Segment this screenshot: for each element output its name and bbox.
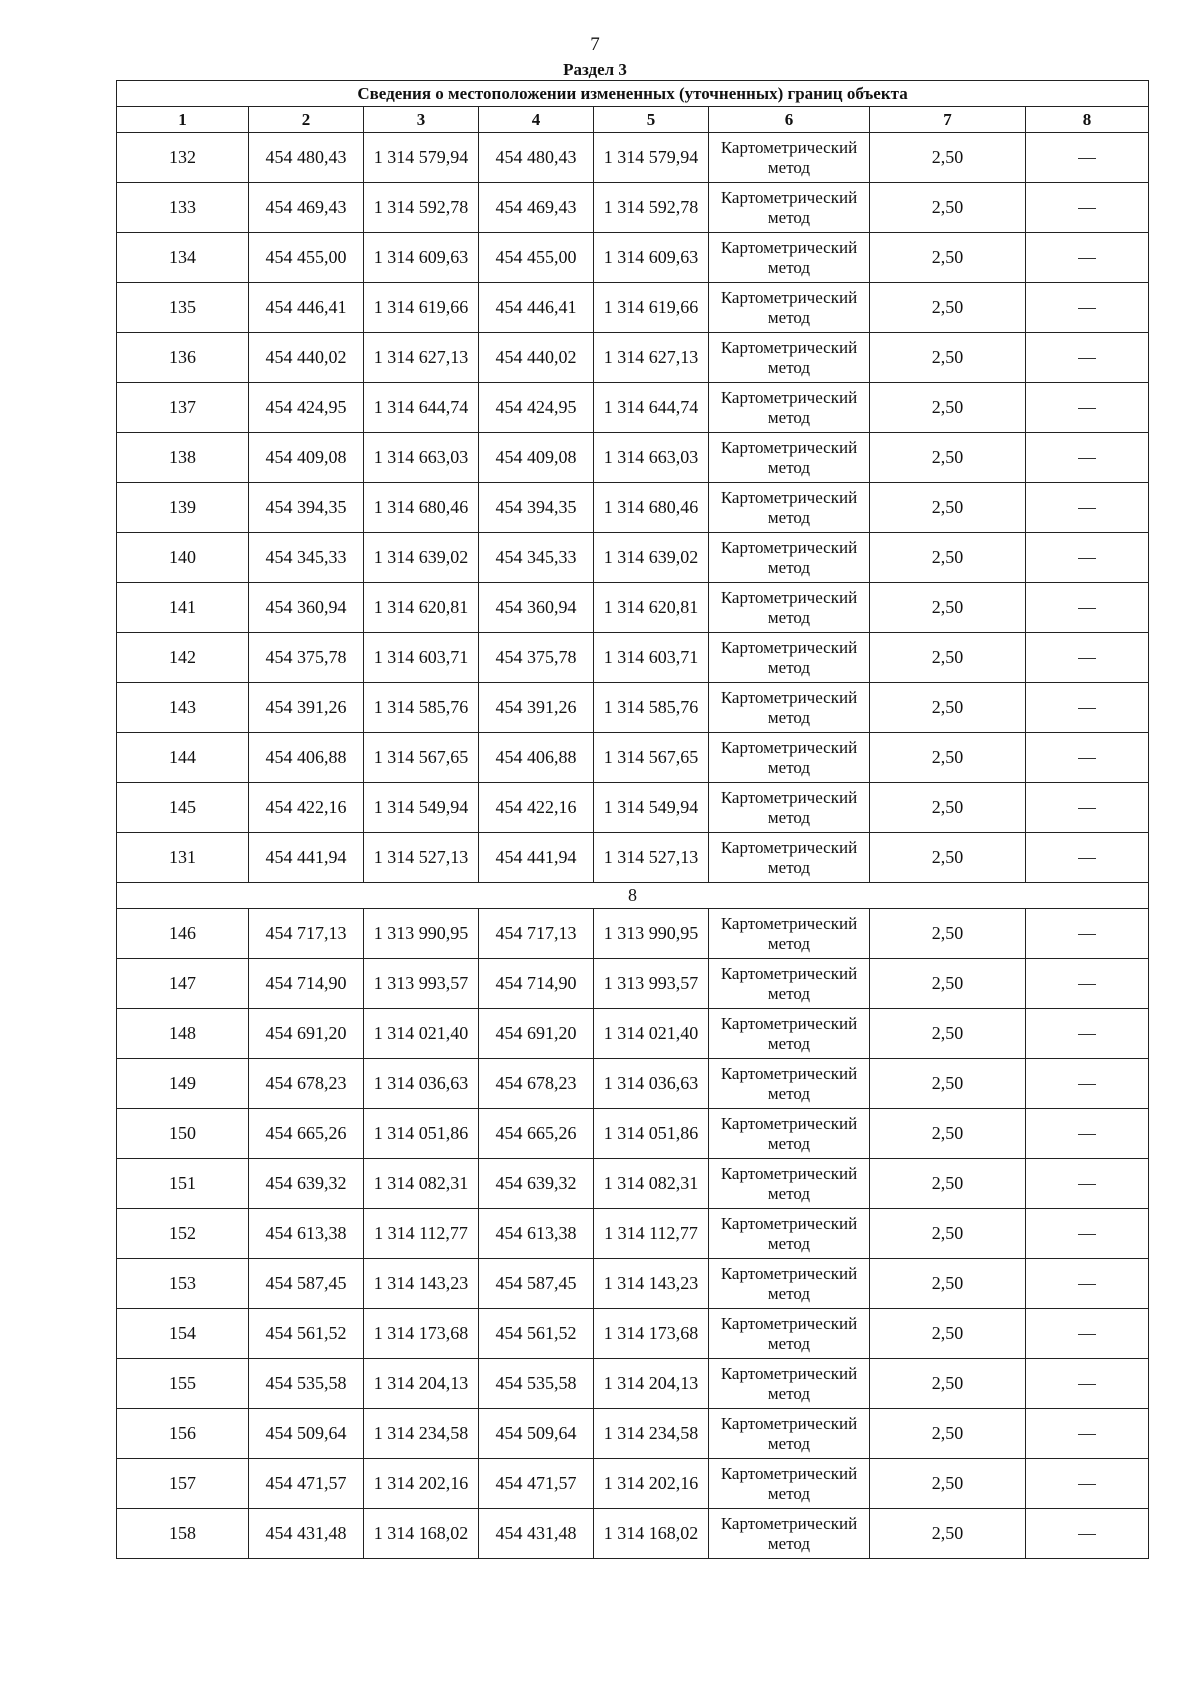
method-cell: Картометрический метод xyxy=(709,1259,870,1309)
new-y-cell: 1 314 639,02 xyxy=(594,533,709,583)
existing-y-cell: 1 314 549,94 xyxy=(364,783,479,833)
method-cell: Картометрический метод xyxy=(709,1009,870,1059)
table-row xyxy=(117,1409,1149,1459)
existing-y-cell: 1 314 619,66 xyxy=(364,283,479,333)
table-row xyxy=(117,1309,1149,1359)
accuracy-cell: 2,50 xyxy=(870,733,1026,783)
existing-x-cell: 454 422,16 xyxy=(249,783,364,833)
dash-mark xyxy=(1078,758,1096,759)
new-y-cell: 1 314 202,16 xyxy=(594,1459,709,1509)
description-cell xyxy=(1026,533,1149,583)
accuracy-cell: 2,50 xyxy=(870,683,1026,733)
new-y-cell: 1 314 644,74 xyxy=(594,383,709,433)
group-label-row xyxy=(117,883,1149,909)
point-number-cell: 146 xyxy=(117,909,249,959)
table-row xyxy=(117,833,1149,883)
accuracy-cell: 2,50 xyxy=(870,1459,1026,1509)
new-x-cell: 454 535,58 xyxy=(479,1359,594,1409)
dash-mark xyxy=(1078,1084,1096,1085)
existing-x-cell: 454 509,64 xyxy=(249,1409,364,1459)
method-cell: Картометрический метод xyxy=(709,733,870,783)
new-x-cell: 454 469,43 xyxy=(479,183,594,233)
existing-x-cell: 454 665,26 xyxy=(249,1109,364,1159)
dash-mark xyxy=(1078,1034,1096,1035)
new-x-cell: 454 639,32 xyxy=(479,1159,594,1209)
existing-x-cell: 454 639,32 xyxy=(249,1159,364,1209)
accuracy-cell: 2,50 xyxy=(870,233,1026,283)
existing-x-cell: 454 561,52 xyxy=(249,1309,364,1359)
new-y-cell: 1 314 663,03 xyxy=(594,433,709,483)
accuracy-cell: 2,50 xyxy=(870,383,1026,433)
method-cell: Картометрический метод xyxy=(709,1209,870,1259)
table-row xyxy=(117,633,1149,683)
new-y-cell: 1 314 620,81 xyxy=(594,583,709,633)
dash-mark xyxy=(1078,1234,1096,1235)
existing-x-cell: 454 440,02 xyxy=(249,333,364,383)
new-y-cell: 1 314 619,66 xyxy=(594,283,709,333)
table-row xyxy=(117,1509,1149,1559)
new-x-cell: 454 714,90 xyxy=(479,959,594,1009)
accuracy-cell: 2,50 xyxy=(870,1509,1026,1559)
point-number-cell: 136 xyxy=(117,333,249,383)
method-cell: Картометрический метод xyxy=(709,333,870,383)
table-row xyxy=(117,133,1149,183)
accuracy-cell: 2,50 xyxy=(870,183,1026,233)
description-cell xyxy=(1026,383,1149,433)
dash-mark xyxy=(1078,658,1096,659)
method-cell: Картометрический метод xyxy=(709,183,870,233)
description-cell xyxy=(1026,1259,1149,1309)
dash-mark xyxy=(1078,208,1096,209)
table-row xyxy=(117,1109,1149,1159)
existing-y-cell: 1 314 168,02 xyxy=(364,1509,479,1559)
accuracy-cell: 2,50 xyxy=(870,633,1026,683)
new-x-cell: 454 471,57 xyxy=(479,1459,594,1509)
new-x-cell: 454 360,94 xyxy=(479,583,594,633)
new-y-cell: 1 314 204,13 xyxy=(594,1359,709,1409)
existing-x-cell: 454 480,43 xyxy=(249,133,364,183)
description-cell xyxy=(1026,1359,1149,1409)
method-cell: Картометрический метод xyxy=(709,959,870,1009)
existing-x-cell: 454 587,45 xyxy=(249,1259,364,1309)
existing-y-cell: 1 314 021,40 xyxy=(364,1009,479,1059)
new-y-cell: 1 314 603,71 xyxy=(594,633,709,683)
method-cell: Картометрический метод xyxy=(709,633,870,683)
description-cell xyxy=(1026,1109,1149,1159)
existing-y-cell: 1 314 627,13 xyxy=(364,333,479,383)
method-cell: Картометрический метод xyxy=(709,909,870,959)
existing-y-cell: 1 314 680,46 xyxy=(364,483,479,533)
new-x-cell: 454 665,26 xyxy=(479,1109,594,1159)
existing-y-cell: 1 314 082,31 xyxy=(364,1159,479,1209)
point-number-cell: 153 xyxy=(117,1259,249,1309)
description-cell xyxy=(1026,1509,1149,1559)
new-y-cell: 1 314 051,86 xyxy=(594,1109,709,1159)
existing-y-cell: 1 314 603,71 xyxy=(364,633,479,683)
method-cell: Картометрический метод xyxy=(709,433,870,483)
description-cell xyxy=(1026,1059,1149,1109)
dash-mark xyxy=(1078,408,1096,409)
table-row xyxy=(117,1159,1149,1209)
dash-mark xyxy=(1078,1334,1096,1335)
new-y-cell: 1 314 627,13 xyxy=(594,333,709,383)
table-row xyxy=(117,733,1149,783)
description-cell xyxy=(1026,333,1149,383)
method-cell: Картометрический метод xyxy=(709,1159,870,1209)
accuracy-cell: 2,50 xyxy=(870,483,1026,533)
accuracy-cell: 2,50 xyxy=(870,1009,1026,1059)
point-number-cell: 138 xyxy=(117,433,249,483)
accuracy-cell: 2,50 xyxy=(870,1259,1026,1309)
point-number-cell: 133 xyxy=(117,183,249,233)
description-cell xyxy=(1026,733,1149,783)
existing-y-cell: 1 314 527,13 xyxy=(364,833,479,883)
description-cell xyxy=(1026,1309,1149,1359)
point-number-cell: 134 xyxy=(117,233,249,283)
new-y-cell: 1 314 036,63 xyxy=(594,1059,709,1109)
existing-x-cell: 454 613,38 xyxy=(249,1209,364,1259)
method-cell: Картометрический метод xyxy=(709,1509,870,1559)
dash-mark xyxy=(1078,1434,1096,1435)
dash-mark xyxy=(1078,508,1096,509)
table-row xyxy=(117,533,1149,583)
point-number-cell: 132 xyxy=(117,133,249,183)
dash-mark xyxy=(1078,984,1096,985)
column-number-3: 3 xyxy=(364,107,479,133)
existing-x-cell: 454 360,94 xyxy=(249,583,364,633)
point-number-cell: 144 xyxy=(117,733,249,783)
new-x-cell: 454 424,95 xyxy=(479,383,594,433)
new-x-cell: 454 375,78 xyxy=(479,633,594,683)
new-x-cell: 454 391,26 xyxy=(479,683,594,733)
existing-y-cell: 1 314 663,03 xyxy=(364,433,479,483)
new-x-cell: 454 717,13 xyxy=(479,909,594,959)
existing-x-cell: 454 717,13 xyxy=(249,909,364,959)
existing-y-cell: 1 314 036,63 xyxy=(364,1059,479,1109)
method-cell: Картометрический метод xyxy=(709,683,870,733)
table-row xyxy=(117,683,1149,733)
table-row xyxy=(117,1209,1149,1259)
accuracy-cell: 2,50 xyxy=(870,909,1026,959)
dash-mark xyxy=(1078,458,1096,459)
column-number-1: 1 xyxy=(117,107,249,133)
new-y-cell: 1 314 549,94 xyxy=(594,783,709,833)
point-number-cell: 154 xyxy=(117,1309,249,1359)
method-cell: Картометрический метод xyxy=(709,1359,870,1409)
point-number-cell: 145 xyxy=(117,783,249,833)
method-cell: Картометрический метод xyxy=(709,783,870,833)
dash-mark xyxy=(1078,1284,1096,1285)
dash-mark xyxy=(1078,934,1096,935)
new-y-cell: 1 314 143,23 xyxy=(594,1259,709,1309)
accuracy-cell: 2,50 xyxy=(870,1409,1026,1459)
point-number-cell: 147 xyxy=(117,959,249,1009)
new-x-cell: 454 422,16 xyxy=(479,783,594,833)
point-number-cell: 158 xyxy=(117,1509,249,1559)
new-y-cell: 1 314 592,78 xyxy=(594,183,709,233)
description-cell xyxy=(1026,583,1149,633)
dash-mark xyxy=(1078,158,1096,159)
dash-mark xyxy=(1078,1534,1096,1535)
new-y-cell: 1 314 567,65 xyxy=(594,733,709,783)
new-x-cell: 454 509,64 xyxy=(479,1409,594,1459)
new-x-cell: 454 480,43 xyxy=(479,133,594,183)
description-cell xyxy=(1026,233,1149,283)
table-row xyxy=(117,433,1149,483)
point-number-cell: 135 xyxy=(117,283,249,333)
existing-x-cell: 454 431,48 xyxy=(249,1509,364,1559)
accuracy-cell: 2,50 xyxy=(870,959,1026,1009)
method-cell: Картометрический метод xyxy=(709,1459,870,1509)
accuracy-cell: 2,50 xyxy=(870,583,1026,633)
description-cell xyxy=(1026,133,1149,183)
description-cell xyxy=(1026,909,1149,959)
description-cell xyxy=(1026,683,1149,733)
table-caption: Сведения о местоположении измененных (уточненных) границ объекта xyxy=(117,81,1149,107)
dash-mark xyxy=(1078,358,1096,359)
point-number-cell: 143 xyxy=(117,683,249,733)
table-row xyxy=(117,959,1149,1009)
description-cell xyxy=(1026,1459,1149,1509)
table-row xyxy=(117,283,1149,333)
existing-y-cell: 1 314 620,81 xyxy=(364,583,479,633)
existing-x-cell: 454 424,95 xyxy=(249,383,364,433)
point-number-cell: 157 xyxy=(117,1459,249,1509)
dash-mark xyxy=(1078,308,1096,309)
existing-x-cell: 454 455,00 xyxy=(249,233,364,283)
description-cell xyxy=(1026,633,1149,683)
method-cell: Картометрический метод xyxy=(709,1059,870,1109)
new-y-cell: 1 314 082,31 xyxy=(594,1159,709,1209)
description-cell xyxy=(1026,959,1149,1009)
method-cell: Картометрический метод xyxy=(709,133,870,183)
accuracy-cell: 2,50 xyxy=(870,133,1026,183)
new-y-cell: 1 314 173,68 xyxy=(594,1309,709,1359)
existing-y-cell: 1 314 592,78 xyxy=(364,183,479,233)
accuracy-cell: 2,50 xyxy=(870,1059,1026,1109)
method-cell: Картометрический метод xyxy=(709,583,870,633)
existing-x-cell: 454 391,26 xyxy=(249,683,364,733)
existing-x-cell: 454 469,43 xyxy=(249,183,364,233)
existing-x-cell: 454 409,08 xyxy=(249,433,364,483)
method-cell: Картометрический метод xyxy=(709,533,870,583)
group-label: 8 xyxy=(117,883,1149,909)
point-number-cell: 149 xyxy=(117,1059,249,1109)
existing-y-cell: 1 314 234,58 xyxy=(364,1409,479,1459)
dash-mark xyxy=(1078,608,1096,609)
column-number-5: 5 xyxy=(594,107,709,133)
new-x-cell: 454 394,35 xyxy=(479,483,594,533)
existing-x-cell: 454 714,90 xyxy=(249,959,364,1009)
page-number: 7 xyxy=(590,34,600,55)
description-cell xyxy=(1026,1409,1149,1459)
new-y-cell: 1 314 609,63 xyxy=(594,233,709,283)
existing-x-cell: 454 691,20 xyxy=(249,1009,364,1059)
point-number-cell: 155 xyxy=(117,1359,249,1409)
dash-mark xyxy=(1078,558,1096,559)
dash-mark xyxy=(1078,1484,1096,1485)
existing-y-cell: 1 314 112,77 xyxy=(364,1209,479,1259)
new-y-cell: 1 314 680,46 xyxy=(594,483,709,533)
method-cell: Картометрический метод xyxy=(709,1409,870,1459)
description-cell xyxy=(1026,1209,1149,1259)
accuracy-cell: 2,50 xyxy=(870,433,1026,483)
new-y-cell: 1 313 993,57 xyxy=(594,959,709,1009)
new-x-cell: 454 678,23 xyxy=(479,1059,594,1109)
new-y-cell: 1 314 112,77 xyxy=(594,1209,709,1259)
accuracy-cell: 2,50 xyxy=(870,333,1026,383)
existing-x-cell: 454 394,35 xyxy=(249,483,364,533)
description-cell xyxy=(1026,1009,1149,1059)
new-x-cell: 454 406,88 xyxy=(479,733,594,783)
existing-y-cell: 1 314 143,23 xyxy=(364,1259,479,1309)
accuracy-cell: 2,50 xyxy=(870,833,1026,883)
description-cell xyxy=(1026,783,1149,833)
new-x-cell: 454 613,38 xyxy=(479,1209,594,1259)
method-cell: Картометрический метод xyxy=(709,833,870,883)
table-row xyxy=(117,233,1149,283)
existing-y-cell: 1 314 567,65 xyxy=(364,733,479,783)
point-number-cell: 156 xyxy=(117,1409,249,1459)
dash-mark xyxy=(1078,708,1096,709)
table-row xyxy=(117,1259,1149,1309)
section-title: Раздел 3 xyxy=(563,60,627,79)
description-cell xyxy=(1026,183,1149,233)
existing-x-cell: 454 345,33 xyxy=(249,533,364,583)
new-x-cell: 454 441,94 xyxy=(479,833,594,883)
existing-x-cell: 454 535,58 xyxy=(249,1359,364,1409)
dash-mark xyxy=(1078,808,1096,809)
new-x-cell: 454 455,00 xyxy=(479,233,594,283)
point-number-cell: 137 xyxy=(117,383,249,433)
description-cell xyxy=(1026,283,1149,333)
new-x-cell: 454 446,41 xyxy=(479,283,594,333)
existing-y-cell: 1 313 993,57 xyxy=(364,959,479,1009)
new-x-cell: 454 561,52 xyxy=(479,1309,594,1359)
point-number-cell: 131 xyxy=(117,833,249,883)
existing-x-cell: 454 375,78 xyxy=(249,633,364,683)
new-y-cell: 1 314 579,94 xyxy=(594,133,709,183)
existing-y-cell: 1 314 204,13 xyxy=(364,1359,479,1409)
description-cell xyxy=(1026,833,1149,883)
dash-mark xyxy=(1078,858,1096,859)
new-x-cell: 454 691,20 xyxy=(479,1009,594,1059)
existing-y-cell: 1 314 173,68 xyxy=(364,1309,479,1359)
point-number-cell: 150 xyxy=(117,1109,249,1159)
existing-y-cell: 1 314 202,16 xyxy=(364,1459,479,1509)
table-body xyxy=(117,133,1149,1559)
point-number-cell: 151 xyxy=(117,1159,249,1209)
new-x-cell: 454 440,02 xyxy=(479,333,594,383)
new-x-cell: 454 345,33 xyxy=(479,533,594,583)
accuracy-cell: 2,50 xyxy=(870,1309,1026,1359)
column-number-7: 7 xyxy=(870,107,1026,133)
column-number-6: 6 xyxy=(709,107,870,133)
dash-mark xyxy=(1078,1384,1096,1385)
table-row xyxy=(117,183,1149,233)
existing-x-cell: 454 406,88 xyxy=(249,733,364,783)
new-y-cell: 1 313 990,95 xyxy=(594,909,709,959)
method-cell: Картометрический метод xyxy=(709,1109,870,1159)
method-cell: Картометрический метод xyxy=(709,233,870,283)
method-cell: Картометрический метод xyxy=(709,283,870,333)
new-x-cell: 454 431,48 xyxy=(479,1509,594,1559)
new-y-cell: 1 314 527,13 xyxy=(594,833,709,883)
dash-mark xyxy=(1078,258,1096,259)
description-cell xyxy=(1026,483,1149,533)
method-cell: Картометрический метод xyxy=(709,1309,870,1359)
accuracy-cell: 2,50 xyxy=(870,1209,1026,1259)
point-number-cell: 152 xyxy=(117,1209,249,1259)
point-number-cell: 139 xyxy=(117,483,249,533)
existing-y-cell: 1 314 639,02 xyxy=(364,533,479,583)
existing-y-cell: 1 314 579,94 xyxy=(364,133,479,183)
table-row xyxy=(117,333,1149,383)
table-row xyxy=(117,1359,1149,1409)
accuracy-cell: 2,50 xyxy=(870,783,1026,833)
table-row xyxy=(117,483,1149,533)
new-y-cell: 1 314 234,58 xyxy=(594,1409,709,1459)
column-numbers-row xyxy=(117,107,1149,133)
table-row xyxy=(117,383,1149,433)
point-number-cell: 140 xyxy=(117,533,249,583)
boundary-coordinates-table xyxy=(116,80,1149,1559)
table-row xyxy=(117,783,1149,833)
new-y-cell: 1 314 168,02 xyxy=(594,1509,709,1559)
accuracy-cell: 2,50 xyxy=(870,1109,1026,1159)
description-cell xyxy=(1026,433,1149,483)
table-row xyxy=(117,909,1149,959)
table-row xyxy=(117,583,1149,633)
method-cell: Картометрический метод xyxy=(709,483,870,533)
table-row xyxy=(117,1009,1149,1059)
point-number-cell: 142 xyxy=(117,633,249,683)
column-number-8: 8 xyxy=(1026,107,1149,133)
table-row xyxy=(117,1459,1149,1509)
existing-x-cell: 454 678,23 xyxy=(249,1059,364,1109)
new-x-cell: 454 587,45 xyxy=(479,1259,594,1309)
new-y-cell: 1 314 021,40 xyxy=(594,1009,709,1059)
accuracy-cell: 2,50 xyxy=(870,533,1026,583)
existing-y-cell: 1 314 585,76 xyxy=(364,683,479,733)
existing-x-cell: 454 441,94 xyxy=(249,833,364,883)
existing-y-cell: 1 314 644,74 xyxy=(364,383,479,433)
dash-mark xyxy=(1078,1134,1096,1135)
column-number-2: 2 xyxy=(249,107,364,133)
method-cell: Картометрический метод xyxy=(709,383,870,433)
point-number-cell: 148 xyxy=(117,1009,249,1059)
dash-mark xyxy=(1078,1184,1096,1185)
existing-x-cell: 454 471,57 xyxy=(249,1459,364,1509)
table-row xyxy=(117,1059,1149,1109)
description-cell xyxy=(1026,1159,1149,1209)
new-x-cell: 454 409,08 xyxy=(479,433,594,483)
existing-y-cell: 1 314 609,63 xyxy=(364,233,479,283)
accuracy-cell: 2,50 xyxy=(870,1159,1026,1209)
existing-x-cell: 454 446,41 xyxy=(249,283,364,333)
existing-y-cell: 1 313 990,95 xyxy=(364,909,479,959)
accuracy-cell: 2,50 xyxy=(870,283,1026,333)
column-number-4: 4 xyxy=(479,107,594,133)
existing-y-cell: 1 314 051,86 xyxy=(364,1109,479,1159)
point-number-cell: 141 xyxy=(117,583,249,633)
accuracy-cell: 2,50 xyxy=(870,1359,1026,1409)
new-y-cell: 1 314 585,76 xyxy=(594,683,709,733)
